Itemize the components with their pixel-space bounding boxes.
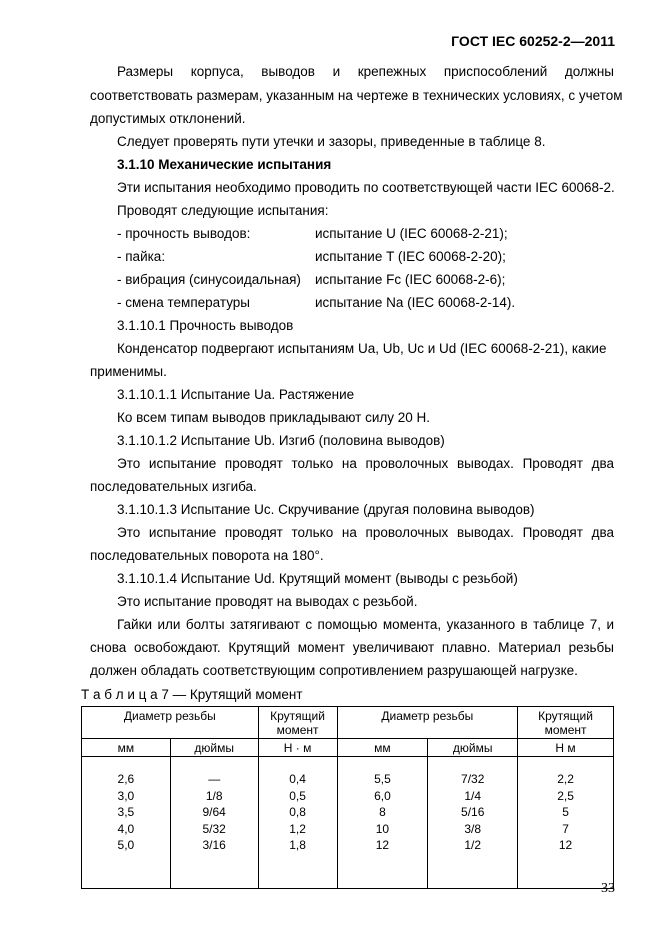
unit-nm: Н · м (258, 739, 337, 757)
table-cell: — (208, 772, 221, 786)
paragraph-line: Размеры корпуса, выводов и крепежных приспособлений должны (117, 64, 614, 79)
paragraph-line: последовательных поворота на 180°. (90, 548, 324, 563)
table-cell: 0,8 (289, 805, 306, 819)
table-cell: 1/8 (205, 788, 223, 803)
table-cell: 7 (562, 821, 569, 836)
unit-inch: дюймы (170, 739, 258, 757)
torque-table (81, 706, 614, 889)
paragraph: Эти испытания необходимо проводить по соответствующей части IEC 60068-2. (117, 180, 615, 195)
paragraph-line: последовательных изгиба. (90, 479, 257, 494)
paragraph-line: допустимых отклонений. (90, 111, 246, 126)
page-number: 33 (601, 881, 615, 896)
table-cell: 3,5 (117, 805, 135, 819)
paragraph-line: соответствовать размерам, указанным на чертеже в технических условиях, с учетом (90, 88, 623, 103)
paragraph-line: Это испытание проводят только на проволочных выводах. Проводят два (117, 525, 614, 540)
section-heading: 3.1.10 Механические испытания (117, 157, 332, 172)
test-name: - пайка: (117, 249, 166, 264)
test-reference: испытание Fc (IEC 60068-2-6); (315, 272, 506, 287)
table-cell: 5,5 (374, 772, 391, 786)
table-cell: 0,4 (289, 772, 306, 786)
unit-mm: мм (337, 739, 428, 757)
table-cell: 12 (375, 838, 390, 852)
header-torque-line: момент (276, 723, 319, 737)
subsection-heading: 3.1.10.1.4 Испытание Ud. Крутящий момент (выводы с резьбой) (117, 571, 518, 586)
header-torque-line: Крутящий (270, 709, 325, 723)
table-body-row (82, 757, 614, 889)
table-cell: 8 (379, 805, 386, 819)
test-reference: испытание U (IEC 60068-2-21); (315, 226, 508, 241)
left-torque-column (258, 757, 337, 889)
table-cell: 5/32 (202, 821, 226, 836)
table-cell: 3/16 (202, 838, 226, 852)
header-torque (258, 707, 337, 739)
unit-mm: мм (82, 739, 171, 757)
paragraph-line: Это испытание проводят только на проволочных выводах. Проводят два (117, 456, 614, 471)
table-cell: 0,5 (289, 788, 306, 803)
unit-inch: дюймы (428, 739, 518, 757)
header-thread-diameter: Диаметр резьбы (337, 707, 518, 739)
table-header-row (82, 707, 614, 739)
subsection-heading: 3.1.10.1 Прочность выводов (117, 318, 294, 333)
paragraph-line: Гайки или болты затягивают с помощью момента, указанного в таблице 7, и (117, 617, 614, 632)
table-caption: Т а б л и ц а 7 — Крутящий момент (81, 687, 303, 702)
table-cell: 10 (375, 821, 390, 836)
table-cell: 3/8 (464, 821, 482, 836)
header-torque-line: Крутящий (538, 709, 593, 723)
left-inch-column (170, 757, 258, 889)
test-name: - прочность выводов: (117, 226, 251, 241)
subsection-heading: 3.1.10.1.1 Испытание Ua. Растяжение (117, 387, 355, 402)
header-torque-line: момент (544, 723, 587, 737)
table-cell: 6,0 (374, 788, 391, 803)
subsection-heading: 3.1.10.1.2 Испытание Ub. Изгиб (половина выводов) (117, 433, 445, 448)
left-mm-column (82, 757, 171, 889)
document-code: ГОСТ IEC 60252-2—2011 (451, 33, 615, 49)
table-cell: 1/2 (464, 838, 482, 852)
paragraph-line: должен обладать соответствующим сопротивлением разрушающей нагрузке. (90, 663, 578, 678)
table-cell: 1,8 (289, 838, 306, 852)
paragraph: Проводят следующие испытания: (117, 203, 329, 218)
table-cell: 2,5 (557, 788, 574, 803)
header-torque (518, 707, 614, 739)
paragraph: Ко всем типам выводов прикладывают силу 20 Н. (117, 410, 431, 425)
table-cell: 2,6 (117, 772, 135, 786)
paragraph-line: Конденсатор подвергают испытаниям Ua, Ub, Uc и Ud (IEC 60068-2-21), какие (117, 341, 607, 356)
table-cell: 2,2 (557, 772, 574, 786)
table-units-row (82, 739, 614, 757)
table-cell: 1,2 (289, 821, 306, 836)
test-reference: испытание T (IEC 60068-2-20); (315, 249, 506, 264)
table-cell: 5 (562, 805, 569, 819)
table-cell: 5/16 (461, 805, 485, 819)
right-inch-column (428, 757, 518, 889)
table-cell: 4,0 (117, 821, 135, 836)
table-cell: 12 (558, 838, 573, 852)
test-name: - смена температуры (117, 295, 251, 310)
table-cell: 5,0 (117, 838, 135, 852)
subsection-heading: 3.1.10.1.3 Испытание Uc. Скручивание (другая половина выводов) (117, 502, 535, 517)
paragraph: Следует проверять пути утечки и зазоры, приведенные в таблице 8. (117, 134, 546, 149)
test-name: - вибрация (синусоидальная) (117, 272, 301, 287)
table-cell: 3,0 (117, 788, 135, 803)
table-cell: 9/64 (202, 805, 226, 819)
table-cell: 7/32 (461, 772, 485, 786)
right-torque-column (518, 757, 614, 889)
paragraph-line: применимы. (90, 364, 167, 379)
test-reference: испытание Na (IEC 60068-2-14). (315, 295, 516, 310)
table-cell: 1/4 (464, 788, 482, 803)
header-thread-diameter: Диаметр резьбы (82, 707, 259, 739)
right-mm-column (337, 757, 428, 889)
paragraph: Это испытание проводят на выводах с резьбой. (117, 594, 418, 609)
unit-nm: Н м (518, 739, 614, 757)
paragraph-line: снова освобождают. Крутящий момент увеличивают плавно. Материал резьбы (90, 640, 614, 655)
